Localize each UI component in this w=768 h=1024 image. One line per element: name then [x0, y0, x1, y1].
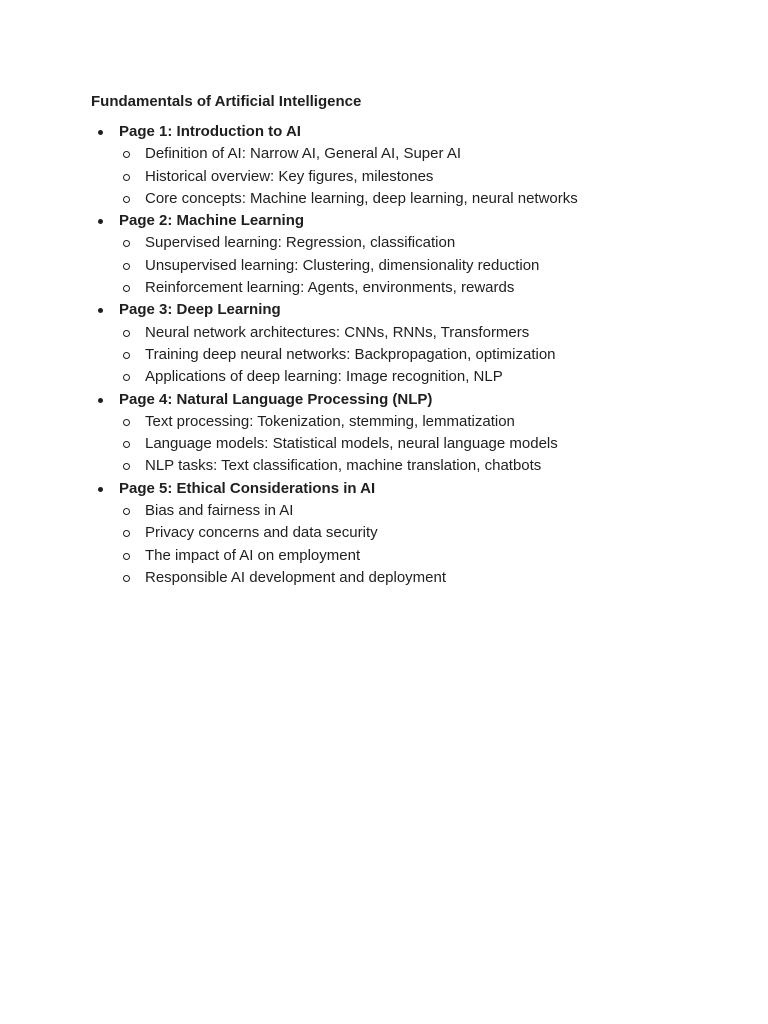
list-item: [0, 567, 768, 589]
list-item-text: NLP tasks: Text classification, machine translation, chatbots: [145, 457, 542, 475]
filled-bullet-icon: [98, 487, 103, 492]
list-item-text: Applications of deep learning: Image recognition, NLP: [145, 368, 503, 386]
list-item-text: Definition of AI: Narrow AI, General AI, Super AI: [145, 145, 461, 163]
list-item-text: Bias and fairness in AI: [145, 502, 294, 520]
hollow-bullet-icon: [123, 463, 130, 470]
list-item: [0, 411, 768, 433]
filled-bullet-icon: [98, 398, 103, 403]
section-heading-row: [0, 121, 768, 143]
section-page-1: [0, 121, 768, 210]
list-item: [0, 344, 768, 366]
list-item: [0, 522, 768, 544]
hollow-bullet-icon: [123, 575, 130, 582]
sub-list: [0, 500, 768, 589]
section-heading: Page 4: Natural Language Processing (NLP): [119, 390, 433, 408]
hollow-bullet-icon: [123, 374, 130, 381]
list-item: [0, 232, 768, 254]
list-item: [0, 322, 768, 344]
section-heading: Page 5: Ethical Considerations in AI: [119, 479, 376, 497]
list-item-text: Unsupervised learning: Clustering, dimensionality reduction: [145, 256, 540, 274]
filled-bullet-icon: [98, 130, 103, 135]
list-item: [0, 255, 768, 277]
section-heading: Page 1: Introduction to AI: [119, 123, 301, 140]
document-title: Fundamentals of Artificial Intelligence: [91, 93, 362, 110]
hollow-bullet-icon: [123, 263, 130, 270]
section-heading: Page 3: Deep Learning: [119, 301, 281, 319]
hollow-bullet-icon: [123, 151, 130, 158]
list-item: [0, 500, 768, 522]
section-heading-row: [0, 210, 768, 232]
section-page-5: [0, 478, 768, 589]
hollow-bullet-icon: [123, 174, 130, 181]
list-item-text: Core concepts: Machine learning, deep learning, neural networks: [145, 189, 578, 207]
hollow-bullet-icon: [123, 508, 130, 515]
list-item-text: Supervised learning: Regression, classification: [145, 234, 456, 252]
list-item: [0, 188, 768, 210]
sub-list: [0, 411, 768, 478]
section-page-3: [0, 299, 768, 388]
hollow-bullet-icon: [123, 441, 130, 448]
list-item-text: Privacy concerns and data security: [145, 524, 378, 542]
hollow-bullet-icon: [123, 553, 130, 560]
hollow-bullet-icon: [123, 196, 130, 203]
hollow-bullet-icon: [123, 240, 130, 247]
list-item-text: Responsible AI development and deployment: [145, 568, 447, 586]
hollow-bullet-icon: [123, 419, 130, 426]
list-item-text: Historical overview: Key figures, milestones: [145, 167, 434, 185]
hollow-bullet-icon: [123, 285, 130, 292]
section-heading-row: [0, 389, 768, 411]
section-heading-row: [0, 299, 768, 321]
section-page-2: [0, 210, 768, 299]
outline-list: [0, 121, 768, 589]
list-item-text: The impact of AI on employment: [145, 546, 361, 564]
list-item-text: Neural network architectures: CNNs, RNNs, Transformers: [145, 323, 530, 341]
hollow-bullet-icon: [123, 352, 130, 359]
list-item: [0, 277, 768, 299]
section-heading-row: [0, 478, 768, 500]
list-item-text: Training deep neural networks: Backpropagation, optimization: [145, 345, 556, 363]
section-page-4: [0, 389, 768, 478]
list-item-text: Language models: Statistical models, neural language models: [145, 435, 558, 453]
list-item: [0, 455, 768, 477]
sub-list: [0, 232, 768, 299]
filled-bullet-icon: [98, 308, 103, 313]
sub-list: [0, 143, 768, 210]
hollow-bullet-icon: [123, 330, 130, 337]
sub-list: [0, 322, 768, 389]
list-item: [0, 166, 768, 188]
list-item-text: Reinforcement learning: Agents, environments, rewards: [145, 279, 515, 297]
list-item: [0, 433, 768, 455]
filled-bullet-icon: [98, 219, 103, 224]
list-item: [0, 545, 768, 567]
list-item: [0, 366, 768, 388]
section-heading: Page 2: Machine Learning: [119, 212, 305, 230]
list-item: [0, 143, 768, 165]
list-item-text: Text processing: Tokenization, stemming, lemmatization: [145, 412, 515, 430]
hollow-bullet-icon: [123, 530, 130, 537]
